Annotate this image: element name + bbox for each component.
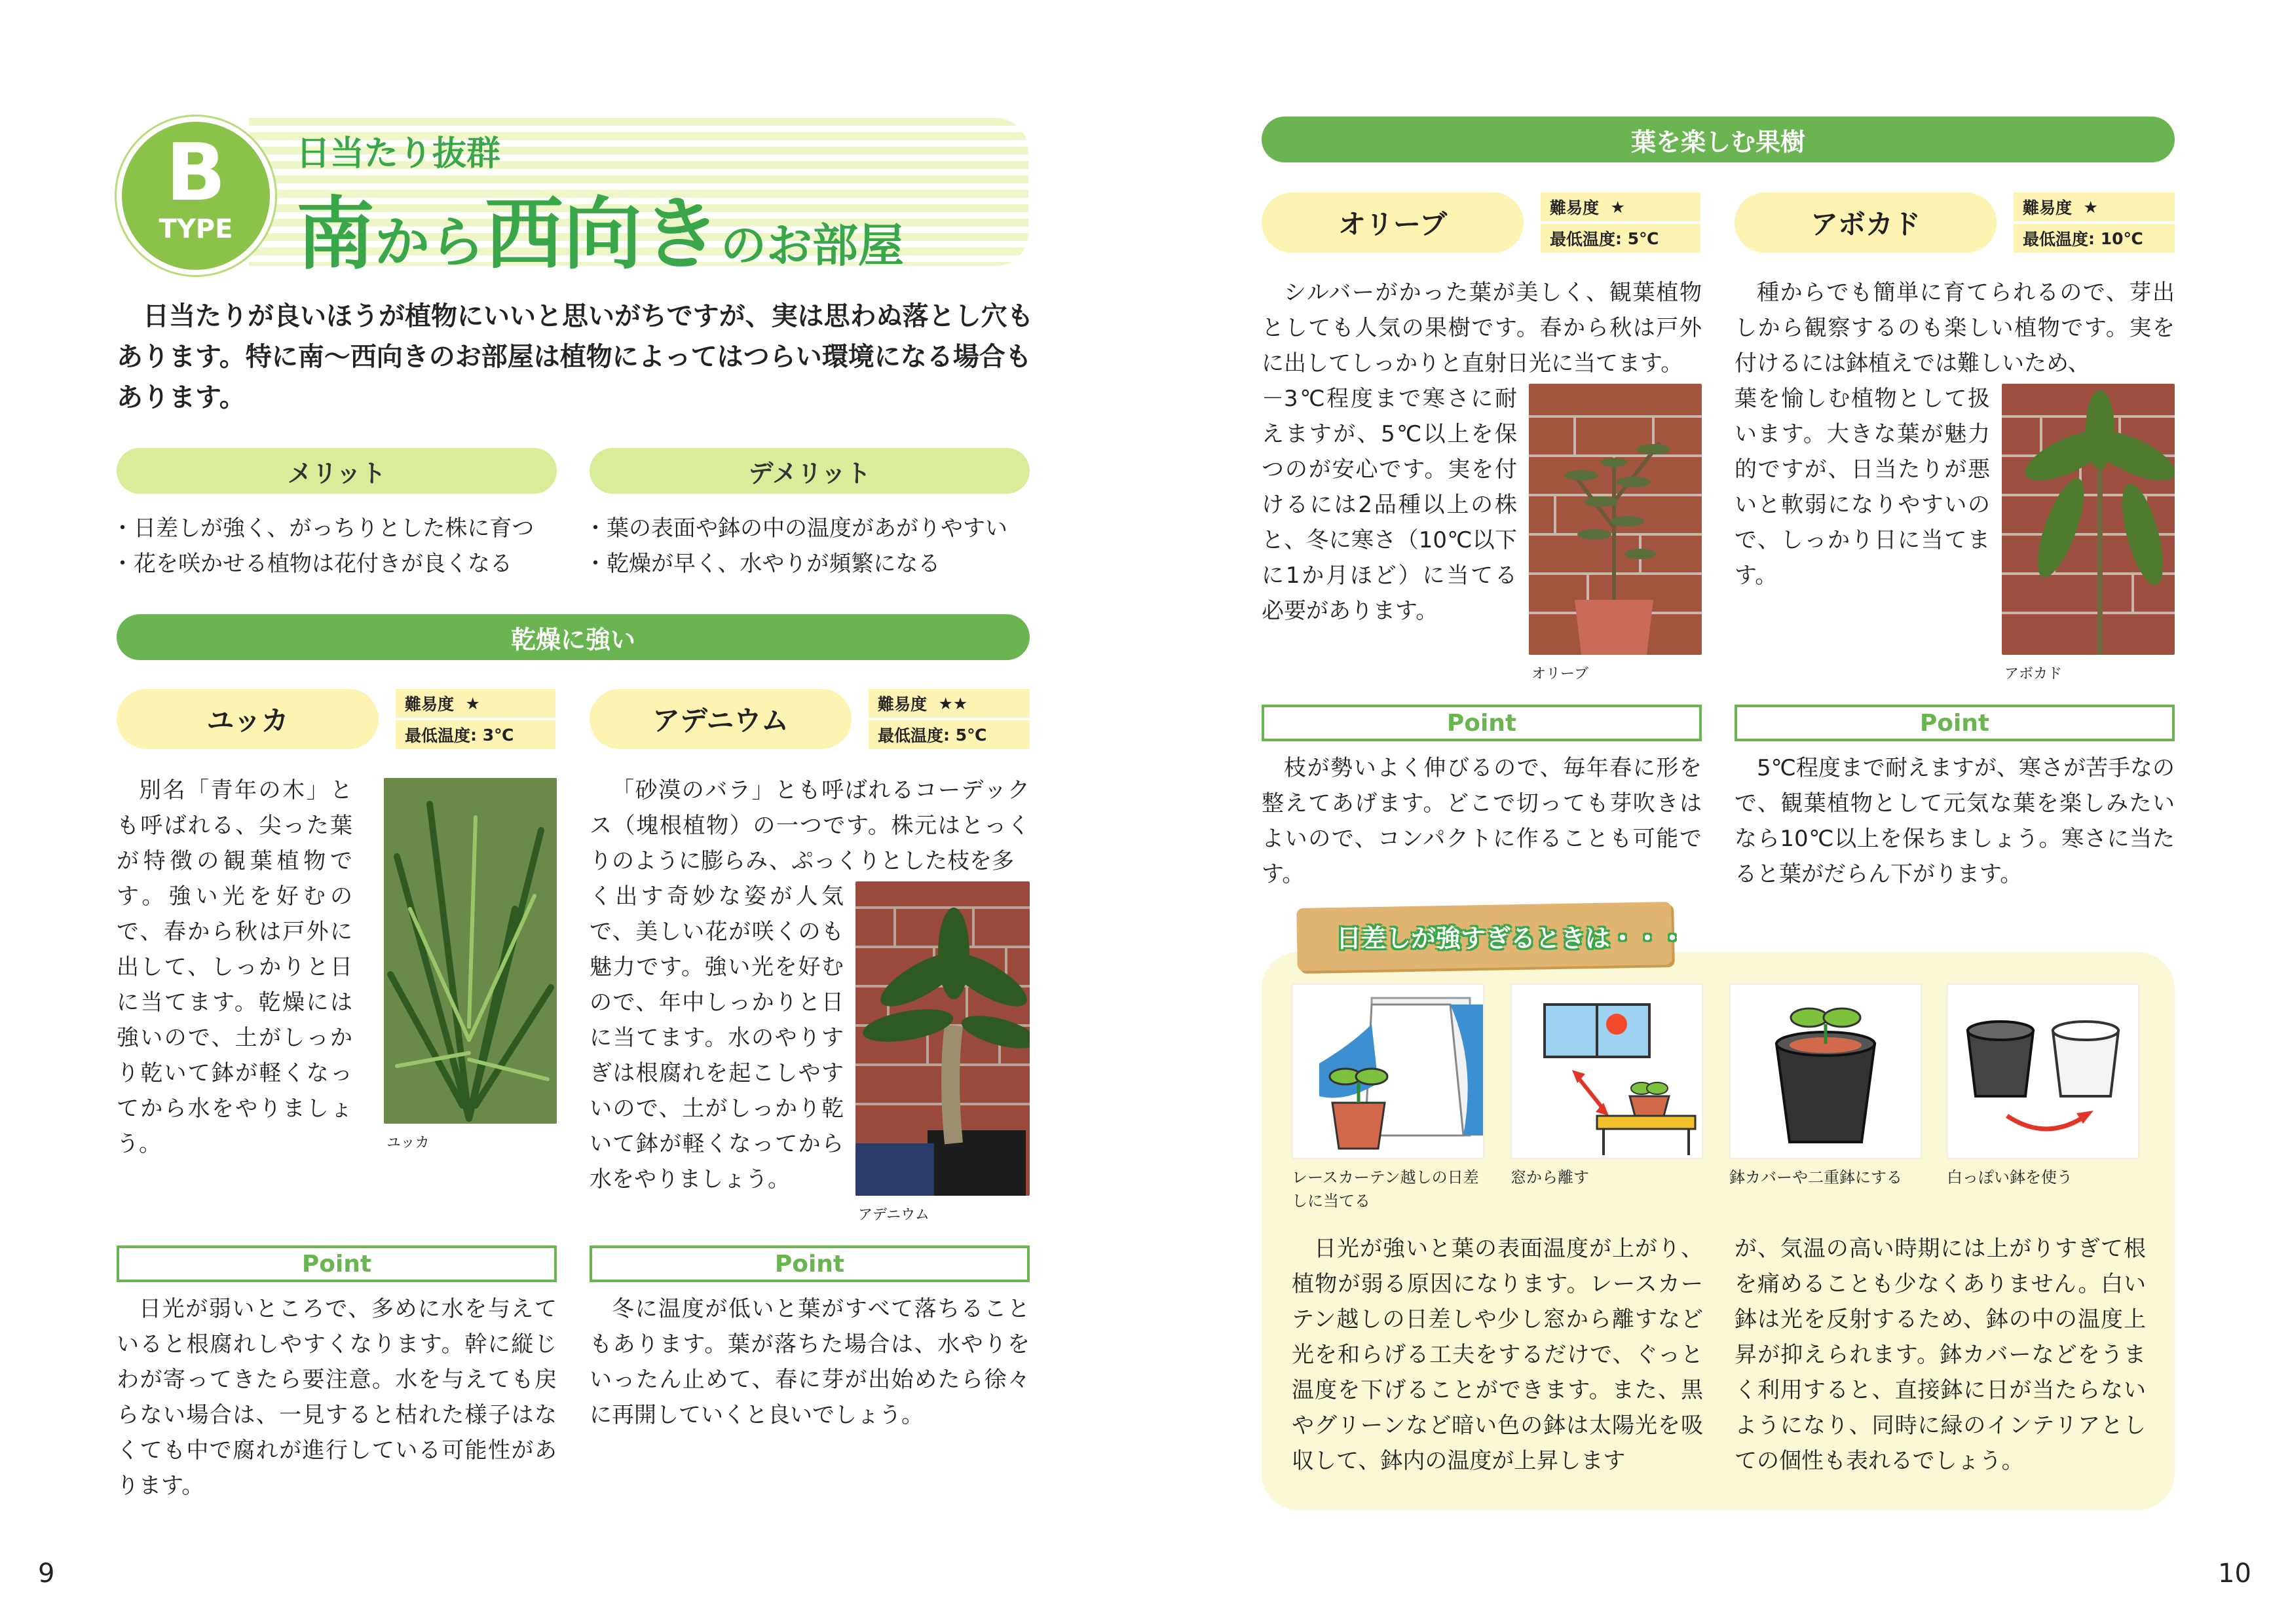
min-temp-label: 最低温度 bbox=[405, 726, 471, 745]
min-temp-value: 5℃ bbox=[955, 725, 987, 745]
pot-cover-illustration bbox=[1729, 984, 1922, 1159]
adenium-difficulty bbox=[869, 689, 1030, 718]
white-pot-illustration bbox=[1947, 984, 2139, 1159]
avocado-caption: アボカド bbox=[2004, 666, 2063, 682]
curtain-icon bbox=[1293, 985, 1483, 1158]
adenium-text-side: く出す奇妙な姿が人気で、美しい花が咲くのも魅力です。強い光を好むので、年中しっかりと日に当てます。水のやりすぎは根腐れを起こしやすいので、土がしっかり乾いて鉢が軽くなってから水をやりましょう。 bbox=[590, 883, 844, 1192]
adenium-point-label: Point bbox=[590, 1246, 1030, 1282]
section-dry-heading: 乾燥に強い bbox=[117, 614, 1030, 660]
demerit-item-1: ・葉の表面や鉢の中の温度があがりやすい bbox=[584, 515, 1007, 542]
avocado-name: アボカド bbox=[1735, 193, 1997, 253]
difficulty-label: 難易度 bbox=[1550, 198, 1600, 217]
yucca-text: 別名「青年の木」とも呼ばれる、尖った葉が特徴の観葉植物です。強い光を好むので、春から秋は戸外に出して、しっかりと日に当てます。乾燥には強いので、土がしっかり乾いて鉢が軽くなってから水をやりましょう。 bbox=[117, 777, 352, 1157]
olive-text-top: シルバーがかった葉が美しく、観葉植物としても人気の果樹です。春から秋は戸外に出してしっかりと直射日光に当てます。 bbox=[1262, 280, 1702, 377]
avocado-photo bbox=[2002, 384, 2175, 655]
adenium-caption: アデニウム bbox=[858, 1207, 929, 1223]
tips-title: 日差しが強すぎるときは・・・ bbox=[1336, 924, 1685, 953]
yucca-point-label: Point bbox=[117, 1246, 557, 1282]
olive-min-temp: 最低温度 : 5℃ bbox=[1541, 224, 1700, 253]
min-temp-value: 3℃ bbox=[482, 725, 514, 745]
min-temp-label: 最低温度 bbox=[1550, 230, 1616, 249]
merit-item-1: ・日差しが強く、がっちりとした株に育つ bbox=[111, 515, 535, 542]
yucca-min-temp: 最低温度 : 3℃ bbox=[396, 720, 555, 749]
olive-name: オリーブ bbox=[1262, 193, 1524, 253]
difficulty-label: 難易度 bbox=[405, 695, 455, 714]
yucca-caption: ユッカ bbox=[386, 1135, 430, 1151]
merit-item-2: ・花を咲かせる植物は花付きが良くなる bbox=[111, 551, 512, 577]
title-small-1: から bbox=[375, 210, 485, 274]
demerit-label: デメリット bbox=[590, 448, 1030, 494]
tips-text-left: 日光が強いと葉の表面温度が上がり、植物が弱る原因になります。レースカーテン越しの日差しや少し窓から離すなど光を和らげる工夫をするだけで、ぐっと温度を下げることができます。また、黒やグリーンなど暗い色の鉢は太陽光を吸収して、鉢内の温度が上昇します bbox=[1292, 1236, 1703, 1474]
min-temp-value: 10℃ bbox=[2100, 229, 2143, 248]
difficulty-stars: ★ bbox=[2083, 197, 2098, 217]
pot-cover-icon bbox=[1731, 985, 1921, 1158]
difficulty-stars: ★ bbox=[465, 693, 480, 713]
avocado-text-side: 葉を愉しむ植物として扱います。大きな葉が魅力的ですが、日当たりが悪いと軟弱になりやすいので、しっかり日に当てます。 bbox=[1735, 386, 1990, 589]
difficulty-label: 難易度 bbox=[2023, 198, 2073, 217]
adenium-point-text: 冬に温度が低いと葉がすべて落ちることもあります。葉が落ちた場合は、水やりをいったん止めて、春に芽が出始めたら徐々に再開していくと良いでしょう。 bbox=[590, 1296, 1030, 1428]
olive-point-label: Point bbox=[1262, 705, 1702, 741]
page-number-left: 9 bbox=[38, 1559, 55, 1589]
type-badge bbox=[117, 117, 275, 275]
olive-point-text: 枝が勢いよく伸びるので、毎年春に形を整えてあげます。どこで切っても芽吹きはよいので、コンパクトに作ることも可能です。 bbox=[1262, 755, 1702, 887]
olive-text-side: －3℃程度まで寒さに耐えますが、5℃以上を保つのが安心です。実を付けるには2品種以上の株と、冬に寒さ（10℃以下に1か月ほど）に当てる必要があります。 bbox=[1262, 386, 1517, 624]
avocado-point-label: Point bbox=[1735, 705, 2175, 741]
page-title bbox=[296, 172, 904, 284]
title-main-1: 南 bbox=[296, 189, 375, 280]
avocado-difficulty bbox=[2014, 193, 2175, 221]
pot-cover-caption: 鉢カバーや二重鉢にする bbox=[1729, 1168, 1902, 1187]
min-temp-value: 5℃ bbox=[1627, 229, 1659, 248]
merit-label: メリット bbox=[117, 448, 557, 494]
difficulty-stars: ★ bbox=[1610, 197, 1625, 217]
curtain-caption: レースカーテン越しの日差しに当てる bbox=[1292, 1168, 1479, 1210]
avocado-point-text: 5℃程度まで耐えますが、寒さが苦手なので、観葉植物として元気な葉を楽しみたいなら10℃以上を保ちましょう。寒さに当たると葉がだらん下がります。 bbox=[1735, 755, 2175, 887]
title-main-2: 西向き bbox=[485, 189, 721, 280]
avocado-min-temp: 最低温度 : 10℃ bbox=[2014, 224, 2175, 253]
badge-letter: B bbox=[166, 128, 226, 219]
min-temp-label: 最低温度 bbox=[2023, 230, 2089, 249]
adenium-text-top: 「砂漠のバラ」とも呼ばれるコーデックス（塊根植物）の一つです。株元はとっくりのように膨らみ、ぷっくりとした枝を多 bbox=[590, 777, 1030, 874]
window-distance-caption: 窓から離す bbox=[1511, 1168, 1589, 1187]
olive-caption: オリーブ bbox=[1531, 666, 1588, 682]
difficulty-label: 難易度 bbox=[878, 695, 928, 714]
olive-photo bbox=[1529, 384, 1702, 655]
section-fruit-heading: 葉を楽しむ果樹 bbox=[1262, 117, 2175, 162]
window-distance-illustration bbox=[1511, 984, 1703, 1159]
yucca-name: ユッカ bbox=[117, 689, 379, 749]
min-temp-label: 最低温度 bbox=[878, 726, 944, 745]
title-small-2: のお部屋 bbox=[721, 219, 905, 272]
tips-text-right: が、気温の高い時期には上がりすぎて根を痛めることも少なくありません。白い鉢は光を反射するため、鉢の中の温度上昇が抑えられます。鉢カバーなどをうまく利用すると、直接鉢に日が当たらないようになり、同時に緑のインテリアとしての個性も表れるでしょう。 bbox=[1735, 1236, 2146, 1474]
olive-difficulty bbox=[1541, 193, 1700, 221]
white-pot-caption: 白っぽい鉢を使う bbox=[1947, 1168, 2073, 1187]
intro-text: 日当たりが良いほうが植物にいいと思いがちですが、実は思わぬ落とし穴もあります。特に南〜西向きのお部屋は植物によってはつらい環境になる場合もあります。 bbox=[117, 301, 1034, 413]
difficulty-stars: ★★ bbox=[938, 693, 968, 713]
window-distance-icon bbox=[1512, 985, 1702, 1158]
yucca-photo bbox=[384, 778, 557, 1124]
yucca-difficulty bbox=[396, 689, 555, 718]
adenium-name: アデニウム bbox=[590, 689, 852, 749]
badge-sub: TYPE bbox=[159, 214, 233, 244]
yucca-point-text: 日光が弱いところで、多めに水を与えていると根腐れしやすくなります。幹に縦じわが寄ってきたら要注意。水を与えても戻らない場合は、一見すると枯れた様子はなくても中で腐れが進行している可能性があります。 bbox=[117, 1296, 557, 1499]
demerit-item-2: ・乾燥が早く、水やりが頻繁になる bbox=[584, 551, 941, 577]
page-number-right: 10 bbox=[2218, 1559, 2251, 1589]
header-subtitle: 日当たり抜群 bbox=[296, 134, 501, 174]
avocado-text-top: 種からでも簡単に育てられるので、芽出しから観察するのも楽しい植物です。実を付けるには鉢植えでは難しいため、 bbox=[1735, 280, 2175, 377]
curtain-illustration bbox=[1292, 984, 1484, 1159]
white-pot-icon bbox=[1948, 985, 2138, 1158]
adenium-min-temp: 最低温度 : 5℃ bbox=[869, 720, 1030, 749]
adenium-photo bbox=[855, 881, 1030, 1196]
